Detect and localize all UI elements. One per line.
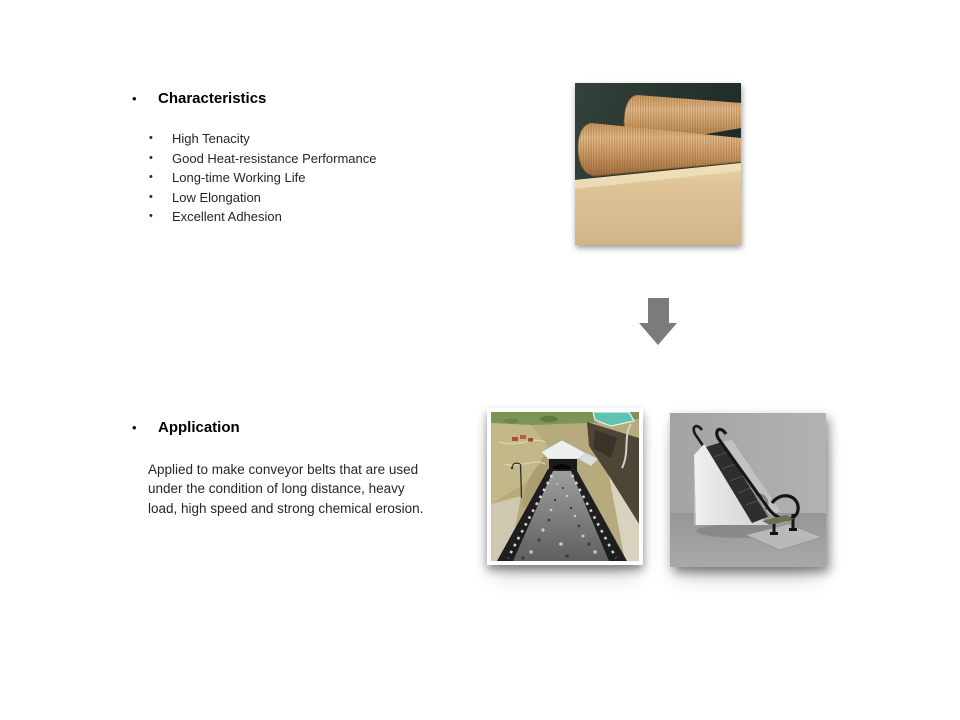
list-item bbox=[149, 188, 376, 208]
conveyor-image bbox=[487, 408, 643, 565]
application-paragraph bbox=[148, 460, 423, 518]
list-item bbox=[149, 168, 376, 188]
list-item bbox=[149, 207, 376, 227]
list-item-label: Low Elongation bbox=[172, 189, 261, 205]
bullet-icon: • bbox=[149, 210, 153, 222]
escalator-image bbox=[670, 413, 826, 567]
paragraph-line: Applied to make conveyor belts that are used bbox=[148, 462, 419, 477]
paragraph-line: load, high speed and strong chemical erosion. bbox=[148, 500, 424, 516]
conveyor-illustration bbox=[491, 412, 639, 561]
characteristics-heading-label: Characteristics bbox=[158, 90, 267, 107]
list-item-label: Excellent Adhesion bbox=[172, 209, 282, 224]
bullet-icon: • bbox=[132, 420, 137, 435]
down-arrow-shaft bbox=[648, 298, 669, 323]
down-arrow-head bbox=[639, 323, 677, 345]
characteristics-heading bbox=[132, 89, 266, 109]
fabric-roll-image bbox=[575, 83, 741, 245]
fabric-roll-illustration bbox=[575, 83, 741, 245]
bullet-icon: • bbox=[149, 132, 153, 144]
paragraph-line: under the condition of long distance, heavy bbox=[148, 481, 405, 497]
characteristics-list bbox=[149, 129, 376, 227]
bullet-icon: • bbox=[149, 171, 153, 183]
list-item bbox=[149, 149, 376, 169]
escalator-illustration bbox=[670, 413, 826, 567]
application-heading-label: Application bbox=[158, 419, 240, 436]
bullet-icon: • bbox=[132, 91, 137, 106]
application-heading bbox=[132, 418, 240, 438]
down-arrow-icon bbox=[639, 298, 677, 345]
list-item-label: High Tenacity bbox=[172, 131, 250, 146]
list-item-label: Good Heat-resistance Performance bbox=[172, 150, 377, 166]
list-item-label: Long-time Working Life bbox=[172, 170, 306, 185]
bullet-icon: • bbox=[149, 190, 153, 203]
list-item bbox=[149, 129, 376, 149]
bullet-icon: • bbox=[149, 151, 153, 164]
